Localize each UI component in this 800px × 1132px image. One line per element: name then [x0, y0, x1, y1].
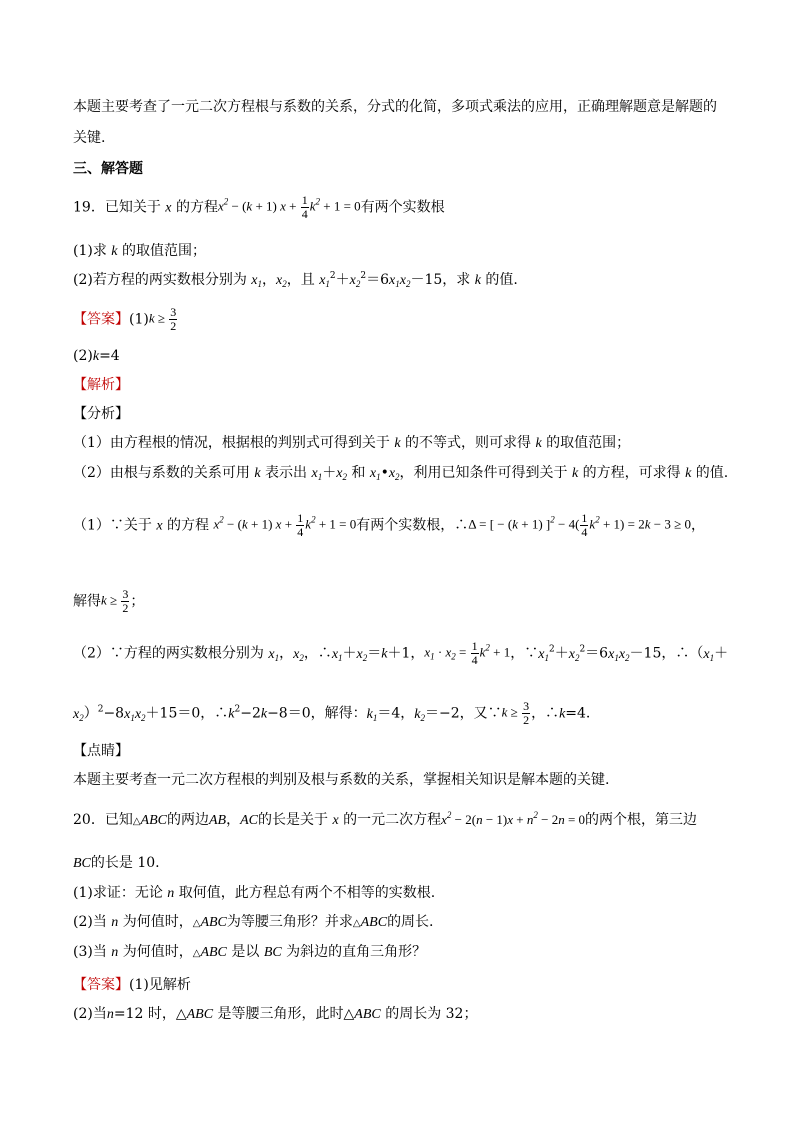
q20-part1: (1)求证：无论 n 取何值，此方程总有两个不相等的实数根.	[73, 885, 436, 901]
q19-equation: $x^2 - (k + 1) x$ + $\frac{1}{4}$ $k^2 + 1 = 0$	[217, 193, 361, 221]
q19-stem: 19．已知关于 x 的方程$x^2 - (k + 1) x$ + $\frac{1}{4}$ $k^2 + 1 = 0$有两个实数根	[73, 193, 445, 221]
q20-stem-cont: BC的长是 10.	[73, 855, 160, 871]
q19-answer-2: (2)k=4	[73, 348, 120, 364]
q19-part1: (1)求 k 的取值范围；	[73, 243, 206, 259]
answer-tag: 【答案】	[73, 977, 129, 993]
discriminant: Δ = [ − (k + 1) ]$^2$ − 4( $\frac{1}{4}$ $k^2 + 1) = 2k - 3 \ge 0$	[468, 511, 691, 539]
q20-part3: (3)当 n 为何值时，△ABC 是以 BC 为斜边的直角三角形？	[73, 944, 427, 960]
answer-tag: 【答案】	[73, 311, 129, 328]
dianjing-tag: 【点睛】	[73, 743, 129, 759]
fenxi-tag: 【分析】	[73, 406, 129, 422]
section-title: 三、解答题	[73, 161, 143, 177]
solution-2: （2）∵方程的两实数根分别为 $x_1$，$x_2$，$\therefore x_1+x_2=k+1$，$x_1 \cdot x_2$ = $\frac{1}{4}$ $k^2 + 1$，$\because x_1^2+x_2^2=6x_1x_2-15$，$\therefore(x_1+$	[73, 639, 729, 667]
solution-1-result: 解得k ≥ $\frac{3}{2}$ ；	[73, 587, 145, 615]
q19-part2: (2)若方程的两实数根分别为 $x_1$，$x_2$，且 $x_1^2+x_2^2=6x_1x_2-15$，求 k 的值.	[73, 271, 518, 289]
analysis-tag: 【解析】	[73, 377, 129, 393]
solution-2-cont: $x_2)^2-8x_1x_2+15=0$，$\therefore k^2-2k-8=0$，解得：$k_1=4$，$k_2=-2$，又∵k ≥ $\frac{3}{2}$ ，∴k=4.	[73, 699, 591, 727]
dianjing-text: 本题主要考查一元二次方程根的判别及根与系数的关系，掌握相关知识是解本题的关键.	[73, 772, 610, 788]
intro-line-2: 关键.	[73, 130, 106, 146]
q20-part2: (2)当 n 为何值时，△ABC为等腰三角形？并求△ABC的周长.	[73, 914, 434, 930]
q20-answer-2: (2)当n=12 时，△ABC 是等腰三角形，此时△ABC 的周长为 32；	[73, 1006, 478, 1022]
fenxi-2: （2）由根与系数的关系可用 k 表示出 $x_1+x_2$ 和 $x_1•x_2$，利用已知条件可得到关于 k 的方程，可求得 k 的值.	[73, 465, 729, 482]
q20-answer-1: 【答案】(1)见解析	[73, 977, 191, 993]
solution-1: （1）∵关于 x 的方程 $x^2 - (k + 1) x$ + $\frac{1}{4}$ $k^2 + 1 = 0$有两个实数根，∴Δ = [ − (k + 1) ]$^2$ − 4( $\frac{1}{4}$ $k^2 + 1) = 2k - 3 \ge 0$，	[73, 511, 705, 539]
q20-stem: 20．已知△ABC的两边AB，AC的长是关于 x 的一元二次方程$x^2 - 2(n - 1)x + n^2 - 2n = 0$的两个根，第三边	[73, 810, 698, 828]
q19-answer-1: 【答案】(1)k ≥ $\frac{3}{2}$	[73, 305, 177, 333]
intro-line-1: 本题主要考查了一元二次方程根与系数的关系，分式的化简，多项式乘法的应用，正确理解题意是解题的	[73, 99, 717, 115]
fenxi-1: （1）由方程根的情况，根据根的判别式可得到关于 k 的不等式，则可求得 k 的取值范围；	[73, 435, 631, 451]
